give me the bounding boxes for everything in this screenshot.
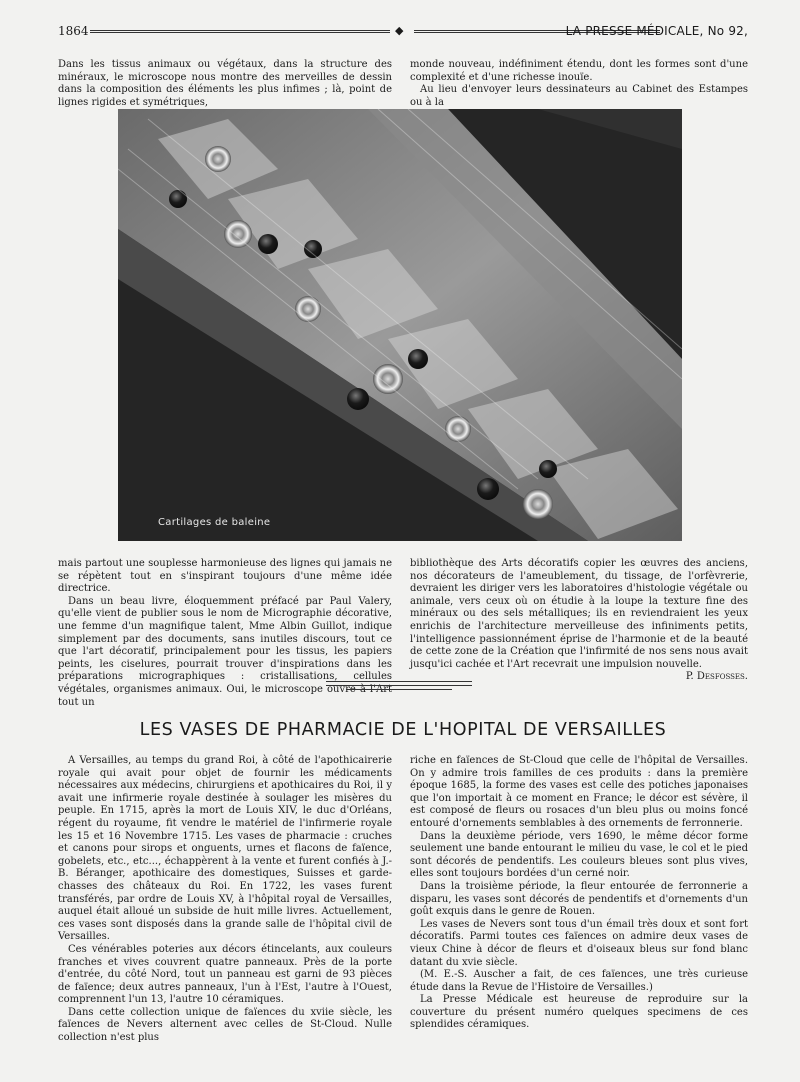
article1-bottom-right-column <box>410 558 748 684</box>
paragraph: mais partout une souplesse harmonieuse des lignes qui jamais ne se répètent tout en s'inspirant toujours d'une même idée directrice. <box>58 558 392 595</box>
paragraph: Dans un beau livre, éloquemment préfacé par Paul Valery, qu'elle vient de publier sous le nom de Micrographie décorative, une femme d'un magnifique talent, Mme Albin Guillot, indique simplement par des documents, sans inutiles discours, tout ce que l'art décoratif, principalement pour les tissus, les papiers peints, les ciselures, pourrait trouver d'inspirations dans les préparations micrographiques : cristallisations, cellules végétales, organismes animaux. Oui, le microscope ouvre à l'Art tout un <box>58 595 392 708</box>
section-divider <box>326 681 472 693</box>
author-signature: P. Desfosses. <box>685 671 748 683</box>
article2-right-column <box>410 755 748 1032</box>
paragraph: monde nouveau, indéfiniment étendu, dont les formes sont d'une complexité et d'une richesse inouïe. <box>410 59 748 83</box>
paragraph: Dans les tissus animaux ou végétaux, dans la structure des minéraux, le microscope nous montre des merveilles de dessin dans la composition des éléments les plus infimes ; là, point de lignes rigides et symétriques, <box>58 59 392 108</box>
article2-left-column <box>58 755 392 1045</box>
paragraph: La Presse Médicale est heureuse de reproduire sur la couverture du présent numéro quelques specimens de ces splendides céramiques. <box>410 994 748 1031</box>
paragraph: Au lieu d'envoyer leurs dessinateurs au Cabinet des Estampes ou à la <box>410 84 748 108</box>
micrograph-image <box>118 109 682 541</box>
journal-title: LA PRESSE MÉDICALE, No 92, <box>565 24 748 38</box>
paragraph: Dans cette collection unique de faïences du xviie siècle, les faïences de Nevers alternent avec celles de St-Cloud. Nulle collection n'est plus <box>58 1006 392 1044</box>
paragraph: Dans la deuxième période, vers 1690, le même décor forme seulement une bande entourant le milieu du vase, le col et le pied sont décorés de pendentifs. Les couleurs bleues sont plus vives, elles sont toujours bordées d'un cerné noir. <box>410 830 748 880</box>
article1-top-left-column <box>58 59 392 109</box>
header-rule-left <box>90 30 390 33</box>
paragraph: riche en faïences de St-Cloud que celle de l'hôpital de Versailles. On y admire trois familles de ces produits : dans la première époque 1685, la forme des vases est celle des potiches japonaises que l'on importait à ce moment en France; le décor est sévère, il est composé de fleurs ou rosaces d'un bleu plus ou moins foncé entouré d'ornements semblables à des ornements de ferronnerie. <box>410 755 748 829</box>
paragraph: Les vases de Nevers sont tous d'un émail très doux et sont fort décoratifs. Parmi toutes ces faïences on admire deux vases de vieux Chine à décor de fleurs et d'oiseaux bleus sur fond blanc datant du xvie siècle. <box>410 918 748 968</box>
paragraph: bibliothèque des Arts décoratifs copier les œuvres des anciens, nos décorateurs de l'ameublement, du tissage, de l'orfèvrerie, devraient les diriger vers les laboratoires d'histologie végétale ou animale, vers ceux où on étudie à la loupe la texture fine des minéraux ou des sels métalliques; ils en reviendraient les yeux enrichis de l'architecture merveilleuse des infiniments petits, l'intelligence passionnément éprise de l'harmonie et de la beauté de cette zone de la Création que l'infirmité de nos sens nous avait jusqu'ici cachée et l'Art recevrait une impulsion nouvelle. <box>410 558 748 670</box>
article1-top-right-column <box>410 59 748 109</box>
page-number: 1864 <box>58 24 89 38</box>
paragraph: A Versailles, au temps du grand Roi, à côté de l'apothicairerie royale qui avait pour objet de fournir les médicaments nécessaires aux médecins, chirurgiens et apothicaires du Roi, il y avait une infirmerie royale destinée à soulager les misères du peuple. En 1715, après la mort de Louis XIV, le duc d'Orléans, régent du royaume, fit vendre le matériel de l'infirmerie royale les 15 et 16 Novembre 1715. Les vases de pharmacie : cruches et canons pour sirops et onguents, urnes et flacons de faïence, gobelets, etc., etc..., échappèrent à la vente et furent confiés à J.-B. Béranger, apothicaire des domestiques, Suisses et garde-chasses des châteaux du Roi. En 1722, les vases furent transférés, par ordre de Louis XV, à l'hôpital royal de Versailles, auquel était alloué un subside de huit mille livres. Actuellement, ces vases sont disposés dans la grande salle de l'hôpital civil de Versailles. <box>58 755 392 943</box>
page-header <box>58 24 748 44</box>
paragraph: Ces vénérables poteries aux décors étincelants, aux couleurs franches et vives couvrent quatre panneaux. Près de la porte d'entrée, du côté Nord, tout un panneau est garni de 93 pièces de faïence; deux autres panneaux, l'un à l'Est, l'autre à l'Ouest, comprennent l'un 13, l'autre 10 céramiques. <box>58 943 392 1006</box>
paragraph: Dans la troisième période, la fleur entourée de ferronnerie a disparu, les vases sont décorés de pendentifs et d'ornements d'un goût exquis dans le genre de Rouen. <box>410 880 748 918</box>
micrograph-figure <box>118 109 682 541</box>
paragraph: (M. E.-S. Auscher a fait, de ces faïences, une très curieuse étude dans la Revue de l'Histoire de Versailles.) <box>410 969 748 993</box>
diamond-ornament-icon: ◆ <box>395 24 404 37</box>
article-title: LES VASES DE PHARMACIE DE L'HOPITAL DE VERSAILLES <box>139 720 667 740</box>
figure-caption: Cartilages de baleine <box>158 517 271 528</box>
